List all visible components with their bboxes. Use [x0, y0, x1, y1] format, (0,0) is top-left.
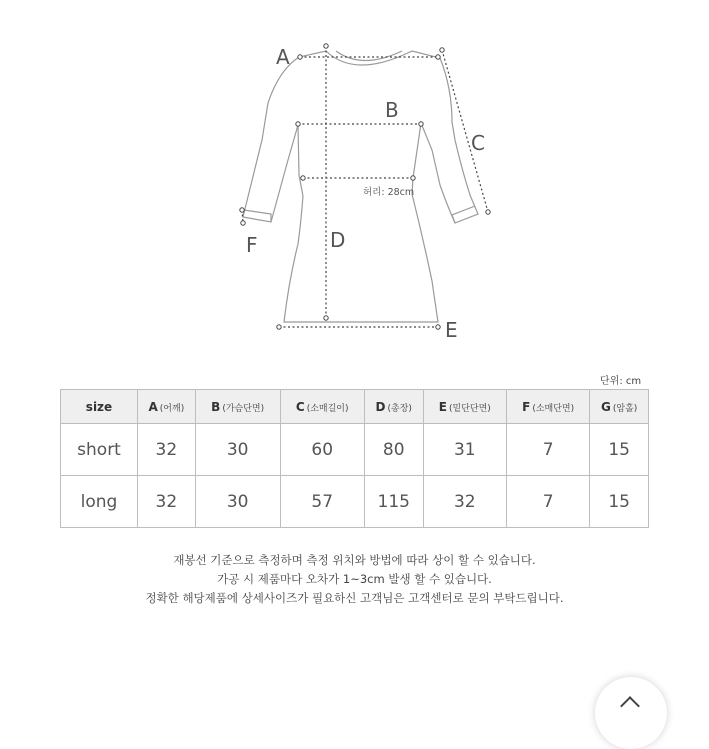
value-cell: 7: [506, 476, 589, 528]
value-cell: 30: [195, 424, 280, 476]
label-e: E: [445, 318, 458, 342]
header-sub: (밑단단면): [449, 403, 491, 414]
value-cell: 15: [590, 424, 649, 476]
value-cell: 7: [506, 424, 589, 476]
header-sub: (가슴단면): [222, 403, 265, 414]
value-cell: 80: [364, 424, 423, 476]
header-b: [195, 390, 280, 424]
value-cell: 32: [138, 424, 196, 476]
value-cell: 32: [423, 476, 506, 528]
header-c: [280, 390, 364, 424]
label-a: A: [276, 45, 290, 69]
header-sub: (어깨): [159, 403, 185, 414]
value-cell: 115: [364, 476, 423, 528]
unit-label: 단위: cm: [600, 376, 642, 387]
table-header-row: [61, 390, 649, 424]
chevron-up-icon: [620, 696, 640, 716]
header-main: F: [522, 399, 531, 414]
header-sub: (총장): [387, 403, 412, 414]
size-table: [60, 389, 649, 528]
label-f: F: [246, 233, 258, 257]
header-size: [61, 390, 138, 424]
header-g: [590, 390, 649, 424]
label-b: B: [385, 98, 399, 122]
header-sub: (소매길이): [306, 403, 349, 414]
measurement-notes: [0, 551, 709, 608]
header-main: D: [375, 399, 386, 414]
waist-note: 허리: 28cm: [363, 187, 415, 198]
size-cell: long: [61, 476, 138, 528]
header-f: [506, 390, 589, 424]
scroll-to-top-button[interactable]: [595, 677, 667, 749]
header-main: A: [148, 399, 158, 414]
table-row: [61, 476, 649, 528]
garment-measurement-diagram: [0, 0, 709, 350]
label-d: D: [330, 228, 346, 252]
header-e: [423, 390, 506, 424]
header-main: G: [601, 399, 611, 414]
header-d: [364, 390, 423, 424]
value-cell: 31: [423, 424, 506, 476]
size-cell: short: [61, 424, 138, 476]
value-cell: 30: [195, 476, 280, 528]
header-main: E: [438, 399, 447, 414]
label-c: C: [471, 131, 485, 155]
header-main: B: [211, 399, 221, 414]
header-sub: (소매단면): [532, 403, 575, 414]
note-line: 정확한 해당제품에 상세사이즈가 필요하신 고객님은 고객센터로 문의 부탁드립니다.: [145, 591, 564, 605]
header-a: [138, 390, 196, 424]
note-line: 재봉선 기준으로 측정하며 측정 위치와 방법에 따라 상이 할 수 있습니다.: [173, 553, 536, 567]
value-cell: 60: [280, 424, 364, 476]
value-cell: 32: [138, 476, 196, 528]
header-main: C: [295, 399, 305, 414]
header-sub: (암홀): [612, 403, 638, 414]
note-line: 가공 시 제품마다 오차가 1~3cm 발생 할 수 있습니다.: [217, 572, 492, 586]
value-cell: 57: [280, 476, 364, 528]
header-main: size: [85, 399, 113, 414]
table-row: [61, 424, 649, 476]
dress-outline: [243, 51, 478, 322]
value-cell: 15: [590, 476, 649, 528]
